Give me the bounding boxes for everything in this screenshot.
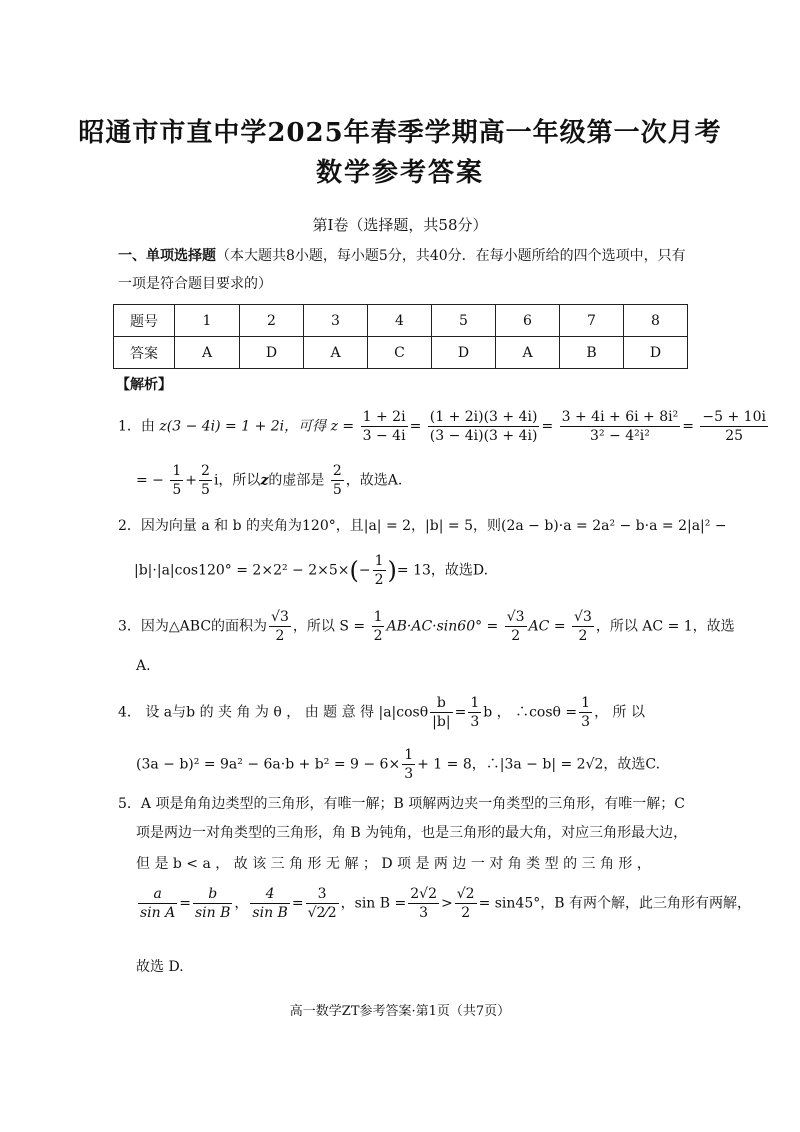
- section-heading: [118, 242, 698, 298]
- table-cell: 4: [368, 305, 432, 337]
- q5-line5: 故选 D.: [136, 959, 184, 975]
- table-cell: C: [368, 337, 432, 369]
- q4-line2: (3a − b)² = 9a² − 6a·b + b² = 9 − 6× $\frac{1}{3}$ + 1 = 8，∴|3a − b| = 2√2，故选C.: [136, 747, 661, 782]
- fraction: $\frac{2}{5}$: [332, 463, 342, 498]
- fraction: $\frac{\text{3 + 4i + 6i + 8i²}}{\text{3² − 4²i²}}$: [561, 409, 679, 444]
- section-title: 一、单项选择题: [118, 248, 216, 264]
- fraction: $\frac{1}{2}$: [374, 553, 384, 588]
- table-cell: 6: [496, 305, 560, 337]
- page-footer: 高一数学ZT参考答案·第1页（共7页）: [289, 1004, 511, 1019]
- q2-line1: 2．因为向量 a 和 b 的夹角为120°，且|a| = 2，|b| = 5，则(2a − b)·a = 2a² − b·a = 2|a|² −: [118, 518, 727, 534]
- document-subtitle: 数学参考答案: [315, 158, 484, 188]
- fraction: $\frac{2}{5}$: [201, 463, 210, 498]
- fraction: $\frac{(1 + 2i)(3 + 4i)}{(3 - 4i)(3 + 4i)}$: [429, 409, 538, 444]
- q5-line4: $\frac{a}{\text{sin A}}$ = $\frac{b}{\text{sin B}}$ ， $\frac{4}{\text{sin B}}$ = $\frac{3}{√2⁄2}$ ，sin B = $\frac{2√2}{3}$ > $\frac{√2}{2}$ = sin45°，B 有两个解，此三角形有两解，: [140, 886, 751, 921]
- answer-table: [113, 304, 688, 369]
- fraction: $\frac{√2}{2}$: [456, 886, 475, 921]
- fraction: $\frac{1}{2}$: [373, 609, 383, 644]
- q4-line1: 4． 设 a与b 的 夹 角 为 θ ， 由 题 意 得 |a|cosθ $\frac{b}{|b|}$ = $\frac{1}{3}$ b ， ∴cosθ = $\frac{1}{3}$ ， 所 以: [118, 695, 645, 730]
- table-cell: A: [304, 337, 368, 369]
- table-row-answers: [114, 337, 688, 369]
- q5-line3: 但 是 b < a ， 故 该 三 角 形 无 解 ； D 项 是 两 边 一 对 角 类 型 的 三 角 形 ，: [136, 856, 651, 872]
- table-cell: 7: [560, 305, 624, 337]
- fraction: $\frac{√3}{2}$: [271, 609, 289, 644]
- q3-line1: 3．因为△ABC的面积为 $\frac{√3}{2}$ ，所以 S = $\frac{1}{2}$ AB·AC·sin60° = $\frac{√3}{2}$ AC = $\frac{√3}{2}$ ，所以 AC = 1，故选: [118, 609, 735, 644]
- fraction: $\frac{a}{\text{sin A}}$: [140, 886, 176, 921]
- table-cell: A: [175, 337, 240, 369]
- table-cell: A: [496, 337, 560, 369]
- q1-line1: 1．由 z(3 − 4i) = 1 + 2i，可得 z = $\frac{1 + 2i}{3 - 4i}$ = $\frac{(1 + 2i)(3 + 4i)}{(3 - 4i)(3 + 4i)}$ = $\frac{\text{3 + 4i + 6i + 8i²}}{\text{3² − 4²i²}}$ = $\frac{-5 + 10i}{25}$: [118, 409, 766, 444]
- fraction: $\frac{b}{|b|}$: [432, 695, 451, 730]
- document-title: 昭通市市直中学2025年春季学期高一年级第一次月考: [78, 118, 722, 148]
- q3-line2: A.: [136, 658, 151, 674]
- fraction: $\frac{1}{3}$: [470, 695, 480, 730]
- table-cell: B: [560, 337, 624, 369]
- q1-line2: = − $\frac{1}{5}$ + $\frac{2}{5}$ i，所以z的虚部是 $\frac{2}{5}$ ，故选A.: [136, 463, 403, 498]
- table-cell: 1: [175, 305, 240, 337]
- table-cell: D: [240, 337, 304, 369]
- table-cell: 5: [432, 305, 496, 337]
- fraction: $\frac{2√2}{3}$: [410, 886, 437, 921]
- q5-line2: 项是两边一对角类型的三角形，角 B 为钝角，也是三角形的最大角，对应三角形最大边，: [136, 825, 688, 841]
- fraction: $\frac{-5 + 10i}{25}$: [702, 409, 766, 444]
- table-row-numbers: [114, 305, 688, 337]
- fraction: $\frac{3}{√2⁄2}$: [307, 886, 337, 921]
- fraction: $\frac{b}{\text{sin B}}$: [194, 886, 231, 921]
- fraction: $\frac{1}{3}$: [404, 747, 414, 782]
- row-label: 题号: [114, 305, 175, 337]
- row-label: 答案: [114, 337, 175, 369]
- section-description: （本大题共8小题，每小题5分，共40分．在每小题所给的四个选项中，只有一项是符合题目要求的）: [118, 248, 686, 292]
- fraction: $\frac{√3}{2}$: [506, 609, 525, 644]
- table-cell: 2: [240, 305, 304, 337]
- q2-line2: |b|·|a|cos120° = 2×2² − 2×5×(− $\frac{1}{2}$ )= 13，故选D.: [134, 553, 489, 588]
- table-cell: D: [624, 337, 688, 369]
- fraction: $\frac{1}{3}$: [581, 695, 591, 730]
- volume-title: 第Ⅰ卷（选择题，共58分）: [312, 216, 488, 234]
- table-cell: D: [432, 337, 496, 369]
- fraction: $\frac{√3}{2}$: [574, 609, 592, 644]
- table-cell: 8: [624, 305, 688, 337]
- q5-line1: 5．A 项是角角边类型的三角形，有唯一解；B 项解两边夹一角类型的三角形，有唯一解；C: [118, 796, 685, 812]
- fraction: $\frac{1 + 2i}{3 - 4i}$: [362, 409, 406, 444]
- fraction: $\frac{1}{5}$: [172, 463, 182, 498]
- analysis-label: 【解析】: [116, 377, 172, 393]
- fraction: $\frac{4}{\text{sin B}}$: [252, 886, 288, 921]
- table-cell: 3: [304, 305, 368, 337]
